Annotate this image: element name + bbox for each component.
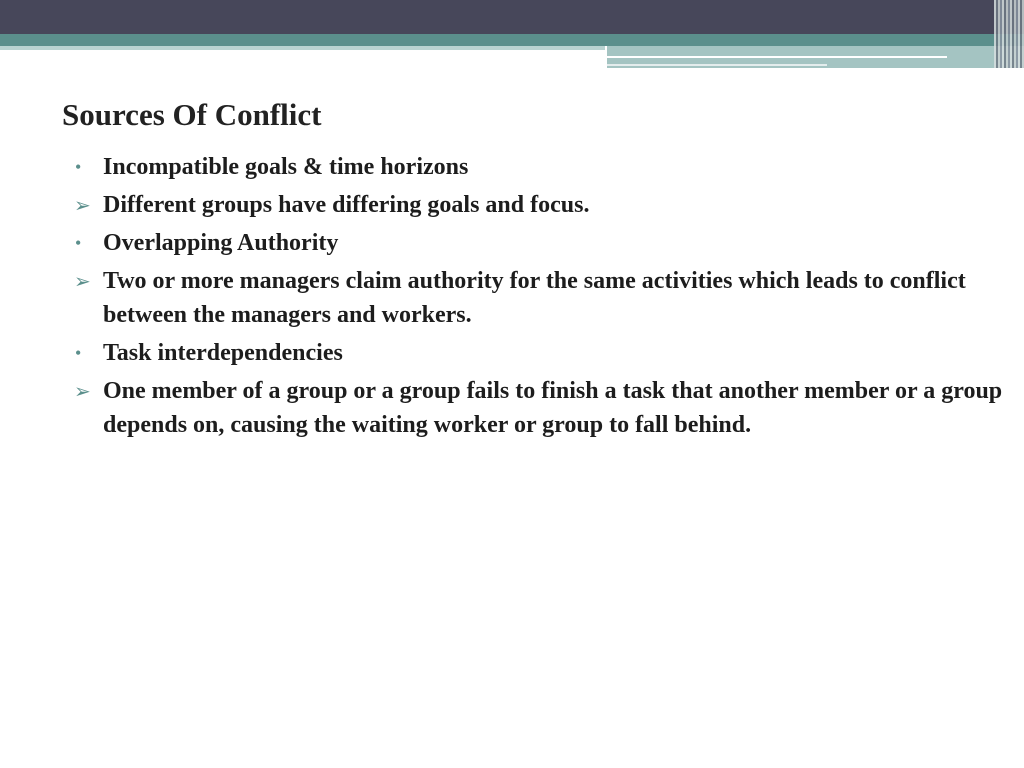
- header-accent-line: [607, 56, 947, 58]
- bullet-item: [72, 150, 1012, 184]
- bullet-text: One member of a group or a group fails to finish a task that another member or a group depends on, causing the waiting worker or group to fall behind.: [103, 378, 1003, 438]
- bullet-text: Overlapping Authority: [103, 230, 339, 256]
- header-light-stripe: [0, 46, 605, 50]
- bullet-text: Different groups have differing goals and focus.: [103, 192, 590, 218]
- bullet-dot-icon: •: [75, 343, 82, 363]
- bullet-item: [72, 374, 1012, 442]
- header-accent-line: [607, 64, 827, 66]
- bullet-item: [72, 264, 1012, 332]
- arrow-bullet-icon: ➢: [74, 269, 91, 293]
- header-dark-bar: [0, 0, 1024, 34]
- bullet-text: Two or more managers claim authority for the same activities which leads to conflict between the managers and workers.: [103, 268, 966, 328]
- bullet-list: [72, 150, 1012, 446]
- header-teal-bar: [0, 34, 1024, 46]
- bullet-text: Task interdependencies: [103, 340, 343, 366]
- bullet-item: [72, 226, 1012, 260]
- bullet-item: [72, 188, 1012, 222]
- slide-title: Sources Of Conflict: [62, 97, 322, 132]
- bullet-dot-icon: •: [75, 233, 82, 253]
- arrow-bullet-icon: ➢: [74, 193, 91, 217]
- header-corner-stripes: [994, 0, 1024, 68]
- arrow-bullet-icon: ➢: [74, 379, 91, 403]
- bullet-dot-icon: •: [75, 157, 82, 177]
- bullet-item: [72, 336, 1012, 370]
- bullet-text: Incompatible goals & time horizons: [103, 154, 469, 180]
